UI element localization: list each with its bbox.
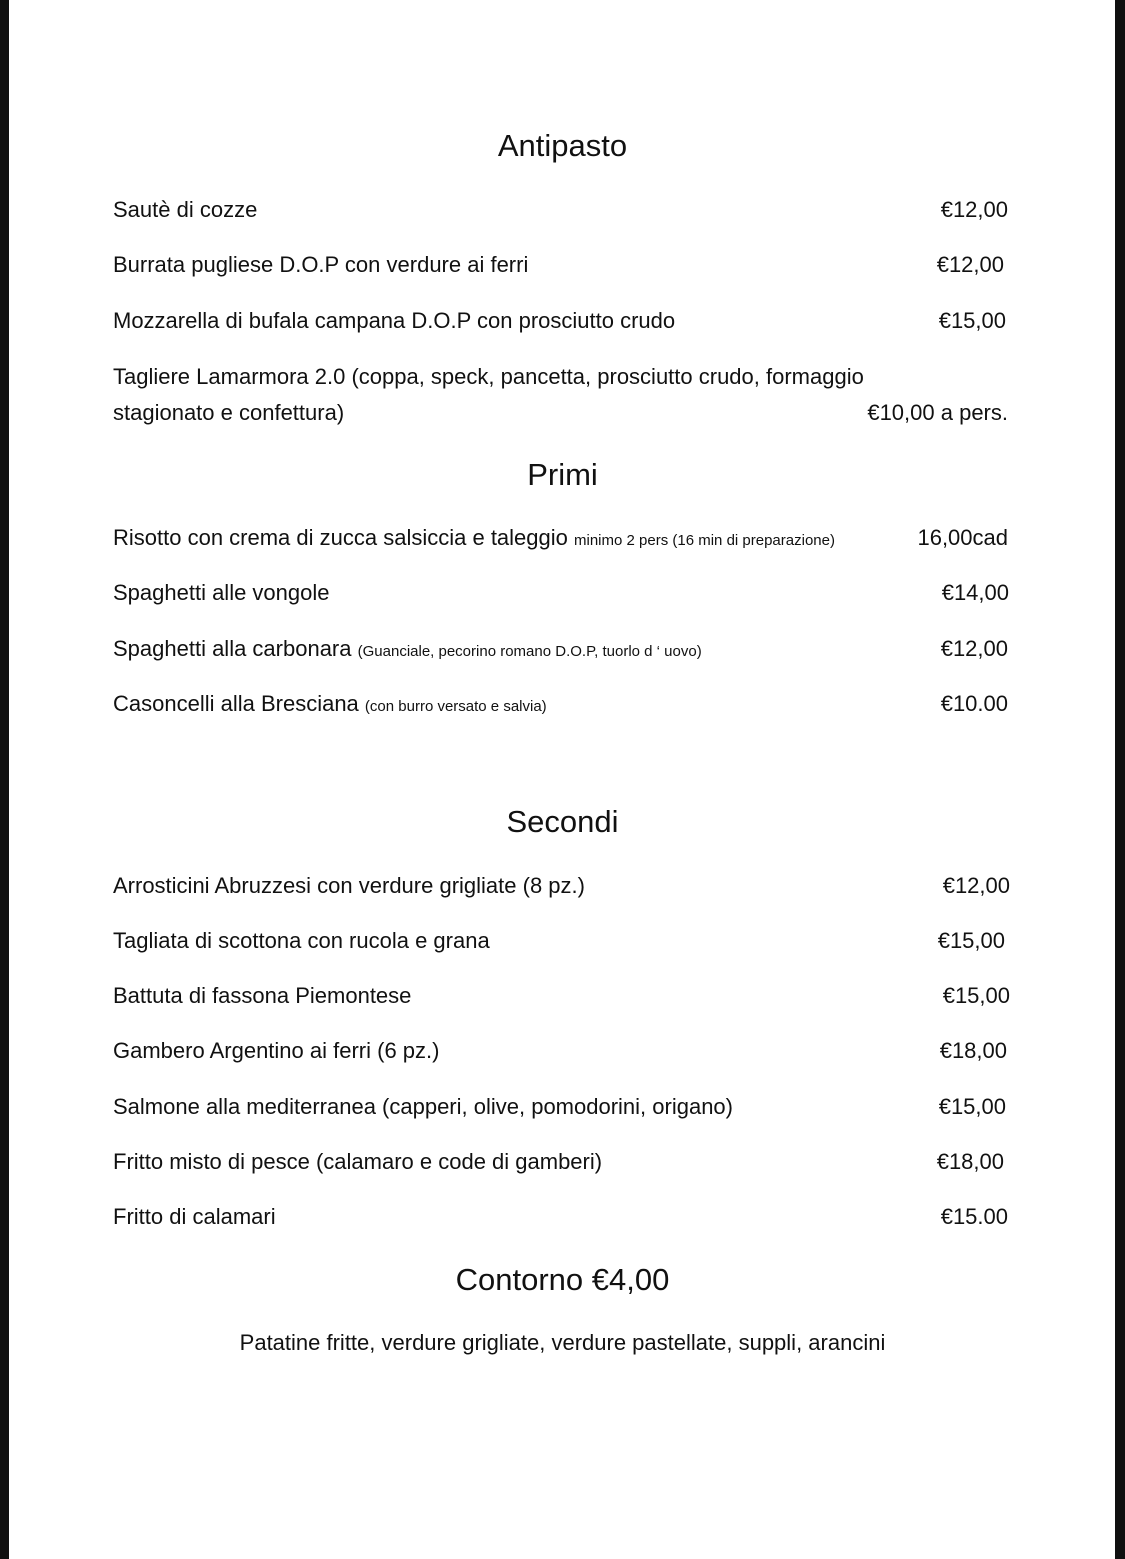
item-name: Tagliere Lamarmora 2.0 (coppa, speck, pancetta, prosciutto crudo, formaggio: [113, 364, 864, 389]
item-name: Battuta di fassona Piemontese: [113, 983, 412, 1008]
item-name: Tagliata di scottona con rucola e grana: [113, 928, 490, 953]
menu-item: [113, 980, 1008, 1012]
contorno-list: Patatine fritte, verdure grigliate, verdure pastellate, suppli, arancini: [239, 1330, 886, 1355]
item-price: €10.00: [940, 691, 1008, 716]
item-price: 16,00cad: [917, 525, 1008, 550]
item-price: €12,00: [942, 873, 1010, 898]
section-title-secondi: Secondi: [506, 804, 619, 839]
item-title: Casoncelli alla Bresciana: [113, 691, 359, 716]
section-title-antipasto: Antipasto: [497, 128, 628, 163]
item-price: €15,00: [937, 928, 1005, 953]
item-name: Arrosticini Abruzzesi con verdure grigliate (8 pz.): [113, 873, 585, 898]
menu-item: [113, 305, 1008, 337]
item-name: Mozzarella di bufala campana D.O.P con prosciutto crudo: [113, 308, 676, 333]
item-name: Fritto di calamari: [113, 1204, 276, 1229]
item-note: (con burro versato e salvia): [364, 698, 547, 715]
menu-item: [113, 1091, 1008, 1123]
item-name: Spaghetti alle vongole: [113, 580, 330, 605]
menu-item: [113, 925, 1008, 957]
item-name: [113, 688, 547, 723]
menu-item: [113, 194, 1008, 226]
menu-item: [113, 522, 1008, 554]
menu-page: [9, 0, 1115, 1559]
item-price: €15.00: [940, 1204, 1008, 1229]
item-price: €15,00: [942, 983, 1010, 1008]
item-price: €18,00: [939, 1038, 1007, 1063]
menu-item: [113, 1035, 1008, 1067]
item-price: €15,00: [938, 1094, 1006, 1119]
menu-item: [113, 249, 1008, 281]
item-price: €18,00: [936, 1149, 1004, 1174]
item-note: minimo 2 pers (16 min di preparazione): [574, 532, 835, 549]
item-name: [113, 522, 835, 557]
menu-item: [113, 870, 1008, 902]
menu-item: [113, 1146, 1008, 1178]
item-note: (Guanciale, pecorino romano D.O.P, tuorlo d ‘ uovo): [357, 643, 702, 660]
section-title-primi: Primi: [527, 457, 598, 492]
item-name: Gambero Argentino ai ferri (6 pz.): [113, 1038, 440, 1063]
menu-item: [113, 577, 1008, 609]
item-name: Salmone alla mediterranea (capperi, olive, pomodorini, origano): [113, 1094, 733, 1119]
item-price: €14,00: [941, 580, 1009, 605]
item-price: €15,00: [938, 308, 1006, 333]
item-name: Burrata pugliese D.O.P con verdure ai ferri: [113, 252, 529, 277]
menu-item: [113, 633, 1008, 665]
item-name: [113, 633, 702, 668]
menu-item: [113, 688, 1008, 720]
menu-item: [113, 1201, 1008, 1233]
item-price: €10,00 a pers.: [867, 400, 1008, 425]
item-name: Sautè di cozze: [113, 197, 258, 222]
item-price: €12,00: [940, 636, 1008, 661]
item-title: Risotto con crema di zucca salsiccia e taleggio: [113, 525, 568, 550]
item-price: €12,00: [940, 197, 1008, 222]
item-name: Fritto misto di pesce (calamaro e code di gamberi): [113, 1149, 603, 1174]
item-title: Spaghetti alla carbonara: [113, 636, 352, 661]
menu-item: [113, 361, 1008, 433]
item-price: €12,00: [936, 252, 1004, 277]
item-name-continued: stagionato e confettura): [113, 400, 345, 425]
section-title-contorno: Contorno €4,00: [455, 1262, 670, 1297]
